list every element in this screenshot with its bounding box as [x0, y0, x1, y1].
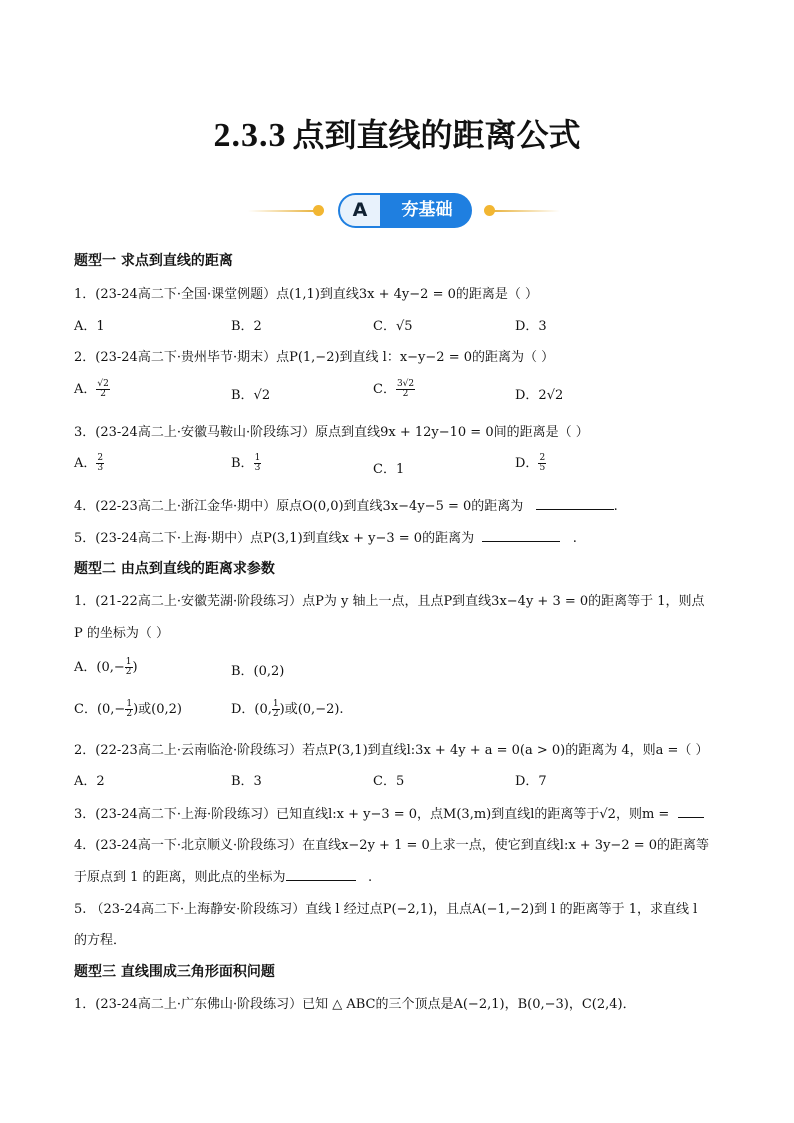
section-heading-1: 题型一 求点到直线的距离	[74, 253, 233, 269]
q2-1-option-d: D．(0, $\frac{1}{2}$ )或(0,−2).	[231, 699, 344, 719]
q2-1-line1: 1．(21-22高二上·安徽芜湖·阶段练习）点P为 y 轴上一点，且点P到直线3x−4y + 3 = 0的距离等于 1，则点	[74, 594, 705, 609]
q1-1-option-d: D．3	[515, 319, 547, 334]
answer-blank	[678, 817, 704, 818]
page-title	[0, 110, 794, 156]
q1-1-option-a: A．1	[74, 319, 105, 334]
q3-1-stem: 1．(23-24高二上·广东佛山·阶段练习）已知 △ ABC的三个顶点是A(−2,1)，B(0,−3)，C(2,4)．	[74, 997, 636, 1012]
q2-1-line2: P 的坐标为（ ）	[74, 626, 170, 641]
q2-2-option-a: A．2	[74, 774, 105, 789]
banner-left-line	[248, 210, 316, 212]
q1-2-option-d: D．2√2	[515, 388, 564, 403]
level-banner	[0, 193, 794, 229]
q2-1-option-a: A．(0,− $\frac{1}{2}$ )	[74, 657, 138, 677]
q1-2-option-b: B．√2	[231, 388, 271, 403]
section-number: 2.3.3	[213, 117, 287, 154]
answer-blank	[536, 509, 614, 510]
q2-2-stem: 2．(22-23高二上·云南临沧·阶段练习）若点P(3,1)到直线l:3x + 4y + a = 0(a > 0)的距离为 4，则a =（ ）	[74, 743, 709, 758]
q2-1-option-b: B．(0,2)	[231, 664, 285, 679]
q1-3-option-d: D． $\frac{2}{5}$	[515, 453, 546, 473]
q2-5-line2: 的方程．	[74, 933, 127, 948]
q1-3-option-a: A． $\frac{2}{3}$	[74, 453, 104, 473]
q2-2-option-c: C．5	[373, 774, 405, 789]
level-label: 夯基础	[401, 200, 453, 220]
q1-1-option-c: C．√5	[373, 319, 413, 334]
q1-1-option-b: B．2	[231, 319, 262, 334]
answer-blank	[482, 541, 560, 542]
q1-3-option-c: C．1	[373, 462, 405, 477]
q2-1-option-c: C．(0,− $\frac{1}{2}$ )或(0,2)	[74, 699, 182, 719]
q2-2-option-d: D．7	[515, 774, 547, 789]
q1-2-option-a: A． $\frac{√2}{2}$	[74, 379, 109, 399]
answer-blank	[286, 880, 356, 881]
q1-4-stem: 4．(22-23高二上·浙江金华·期中）原点O(0,0)到直线3x−4y−5 = 0的距离为 .	[74, 499, 618, 514]
level-letter: A	[340, 195, 380, 226]
q1-5-stem: 5．(23-24高二下·上海·期中）点P(3,1)到直线x + y−3 = 0的距离为 .	[74, 531, 577, 546]
level-pill	[338, 193, 472, 228]
banner-right-dot	[484, 205, 495, 216]
banner-right-line	[492, 210, 560, 212]
section-heading-3: 题型三 直线围成三角形面积问题	[74, 964, 275, 980]
q2-5-line1: 5. （23-24高二下·上海静安·阶段练习）直线 l 经过点P(−2,1)，且点A(−1,−2)到 l 的距离等于 1，求直线 l	[74, 902, 698, 917]
q1-1-stem: 1．(23-24高二下·全国·课堂例题）点(1,1)到直线3x + 4y−2 = 0的距离是（ ）	[74, 287, 539, 302]
title-text: 点到直线的距离公式	[292, 116, 581, 154]
q2-3-stem: 3．(23-24高二下·上海·阶段练习）已知直线l:x + y−3 = 0，点M(3,m)到直线l的距离等于√2，则m =	[74, 803, 704, 822]
q2-4-line1: 4．(23-24高一下·北京顺义·阶段练习）在直线x−2y + 1 = 0上求一点，使它到直线l:x + 3y−2 = 0的距离等	[74, 838, 710, 853]
q1-3-stem: 3．(23-24高二上·安徽马鞍山·阶段练习）原点到直线9x + 12y−10 = 0间的距离是（ ）	[74, 425, 589, 440]
q1-2-option-c: C． $\frac{3√2}{2}$	[373, 379, 415, 399]
q2-4-line2: 于原点到 1 的距离，则此点的坐标为 .	[74, 870, 373, 885]
section-heading-2: 题型二 由点到直线的距离求参数	[74, 561, 275, 577]
q1-3-option-b: B． $\frac{1}{3}$	[231, 453, 261, 473]
q2-2-option-b: B．3	[231, 774, 262, 789]
q1-2-stem: 2．(23-24高二下·贵州毕节·期末）点P(1,−2)到直线 l：x−y−2 = 0的距离为（ ）	[74, 350, 555, 365]
banner-left-dot	[313, 205, 324, 216]
